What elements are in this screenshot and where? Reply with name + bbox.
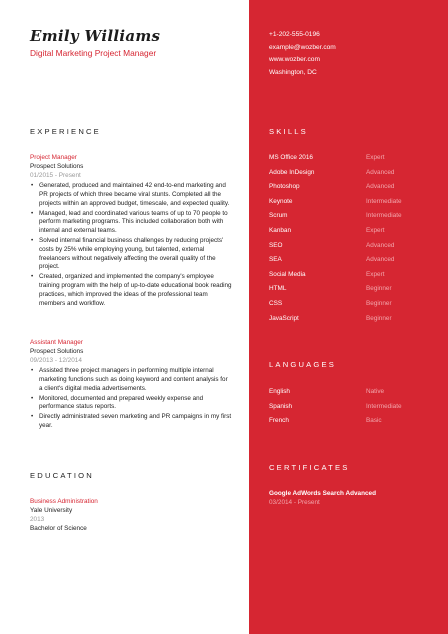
language-name: English [269, 388, 290, 395]
job-bullet: • Solved internal financial business challenges by reducing projects' costs by 25% while employing young, but talented, external freelancers without negatively affecting the overall quality of the project. [39, 237, 232, 272]
experience-entry [30, 338, 232, 432]
contact-website: www.wozber.com [269, 56, 320, 63]
job-bullets [30, 367, 232, 431]
education-entry [30, 497, 230, 533]
job-bullet: • Directly administrated seven marketing and PR campaigns in my first year. [39, 413, 232, 431]
experience-entry [30, 153, 232, 310]
sidebar [249, 0, 448, 634]
contact-info [269, 29, 336, 79]
skill-level: Beginner [366, 285, 392, 293]
job-bullet: • Assisted three project managers in performing multiple internal marketing functions such as doing keyword and content analysis for a client's digital media advertisements. [39, 367, 232, 393]
job-bullet: • Generated, produced and maintained 42 end-to-end marketing and PR projects of which three became viral stunts. Completed all the projects within an approved budget, timescale, and expected quality. [39, 182, 232, 208]
skill-level: Advanced [366, 183, 395, 191]
skill-name: Kanban [269, 226, 292, 234]
skill-name: SEA [269, 256, 282, 264]
skill-name: SEO [269, 241, 283, 249]
candidate-title: Digital Marketing Project Manager [30, 48, 157, 58]
skill-name: Keynote [269, 197, 293, 205]
skills-heading: SKILLS [269, 127, 308, 136]
job-role: Assistant Manager [30, 339, 83, 346]
skill-level: Expert [366, 226, 385, 234]
contact-email: example@wozber.com [269, 43, 336, 51]
experience-heading: EXPERIENCE [30, 127, 101, 136]
certificate-name: Google AdWords Search Advanced [269, 490, 377, 497]
education-field: Bachelor of Science [30, 525, 87, 532]
job-bullets [30, 182, 232, 308]
skill-name: Scrum [269, 212, 288, 220]
education-degree: Business Administration [30, 498, 98, 505]
skill-level: Expert [366, 154, 385, 161]
language-level: Basic [366, 417, 382, 425]
skill-name: CSS [269, 299, 283, 307]
skill-level: Expert [366, 270, 385, 278]
contact-phone: +1-202-555-0196 [269, 31, 320, 38]
skill-level: Intermediate [366, 197, 402, 205]
language-level: Native [366, 388, 385, 395]
skill-level: Advanced [366, 168, 395, 176]
skill-name: JavaScript [269, 314, 299, 322]
skill-name: HTML [269, 285, 287, 293]
skill-level: Advanced [366, 241, 395, 249]
education-year: 2013 [30, 516, 45, 523]
job-company: Prospect Solutions [30, 163, 84, 170]
skill-name: Photoshop [269, 183, 300, 191]
job-bullet: • Monitored, documented and prepared weekly expense and performance status reports. [39, 395, 232, 413]
language-name: French [269, 417, 289, 425]
skill-name: MS Office 2016 [269, 154, 313, 161]
job-dates: 09/2013 - 12/2014 [30, 357, 82, 364]
contact-location: Washington, DC [269, 68, 317, 76]
skill-level: Beginner [366, 299, 392, 307]
languages-heading: LANGUAGES [269, 360, 337, 369]
skill-level: Intermediate [366, 212, 402, 220]
skill-level: Advanced [366, 256, 395, 264]
job-bullet: • Created, organized and implemented the company's employee training program with the help of up-to-date educational book reading practices, which improved the ideas of the professional team members and workflow. [39, 273, 232, 308]
job-company: Prospect Solutions [30, 348, 84, 355]
skill-name: Adobe InDesign [269, 168, 315, 176]
candidate-name: Emily Williams [30, 27, 161, 45]
skill-level: Beginner [366, 314, 392, 322]
education-school: Yale University [30, 507, 73, 514]
language-level: Intermediate [366, 402, 402, 410]
job-bullet: • Managed, lead and coordinated various teams of up to 70 people to perform marketing programs. This included collaboration both with internal and external teams. [39, 210, 232, 236]
certificate-dates: 03/2014 - Present [269, 499, 320, 506]
skill-name: Social Media [269, 270, 306, 278]
language-name: Spanish [269, 402, 293, 410]
job-dates: 01/2015 - Present [30, 172, 81, 179]
certificate-entry [269, 489, 376, 507]
certificates-heading: CERTIFICATES [269, 463, 350, 472]
job-role: Project Manager [30, 154, 77, 161]
education-heading: EDUCATION [30, 471, 94, 480]
